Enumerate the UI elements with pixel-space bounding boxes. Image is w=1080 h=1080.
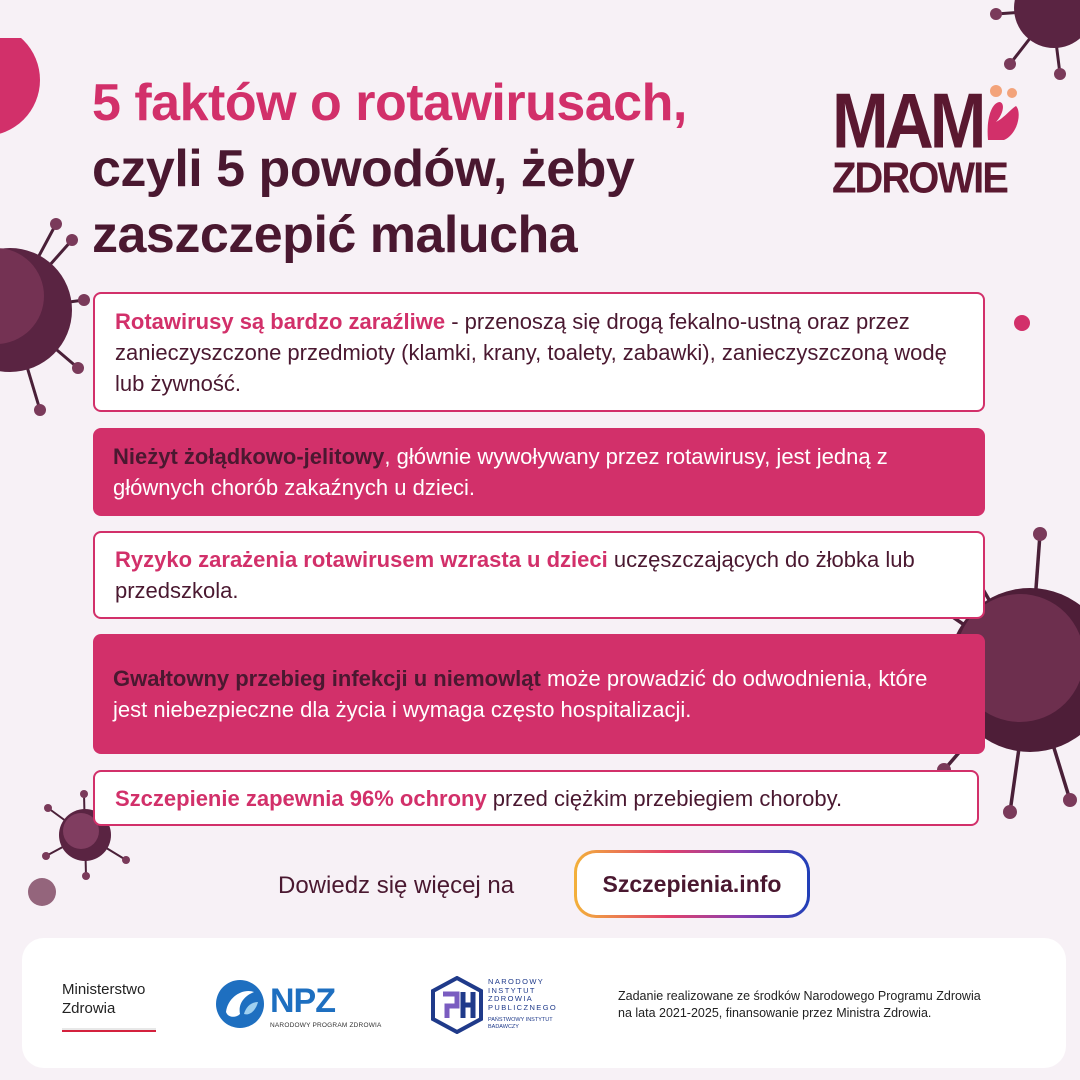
title-line-1: 5 faktów o rotawirusach,	[92, 74, 687, 132]
fact-text: , głównie wywoływany przez rotawirusy, jest jedną z głównych chorób zakaźnych u dzieci.	[113, 444, 888, 500]
ministry-line-2: Zdrowia	[62, 1000, 116, 1017]
npz-logo	[214, 978, 382, 1034]
nizp-hex-icon	[430, 976, 484, 1034]
logo-line-1: MAM	[832, 77, 983, 165]
fact-card-2	[93, 428, 985, 516]
pink-circle-decoration	[0, 38, 60, 148]
fact-card-4	[93, 634, 985, 754]
title-line-2: czyli 5 powodów, żeby	[92, 140, 635, 198]
nizp-line-1: NARODOWY	[488, 977, 545, 986]
nizp-sub-line-2: BADAWCZY	[488, 1023, 519, 1030]
funding-note	[618, 988, 1038, 1022]
pink-dot-decoration	[1012, 313, 1032, 333]
fact-card-3	[93, 531, 985, 619]
virus-icon	[0, 200, 90, 440]
funding-line-1: Zadanie realizowane ze środków Narodowego Programu Zdrowia	[618, 989, 981, 1003]
fact-highlight: Rotawirusy są bardzo zaraźliwe	[115, 308, 446, 334]
fact-card-1	[93, 292, 985, 412]
page-title	[92, 70, 792, 268]
fact-text: może prowadzić do odwodnienia, które jest niebezpieczne dla życia i wymaga często hospitalizacji.	[113, 666, 928, 722]
npz-word: NPZ	[270, 982, 335, 1020]
flag-bar-icon	[62, 1028, 156, 1032]
npz-subtitle: NARODOWY PROGRAM ZDROWIA	[270, 1022, 382, 1029]
cta-text: Dowiedz się więcej na	[278, 872, 515, 899]
nizp-line-3: ZDROWIA	[488, 994, 534, 1004]
mother-child-icon	[982, 82, 1022, 144]
ministry-line-1: Ministerstwo	[62, 981, 146, 998]
fact-highlight: Ryzyko zarażenia rotawirusem wzrasta u dzieci	[115, 547, 608, 572]
nizp-sub-line-1: PAŃSTWOWY INSTYTUT	[488, 1017, 553, 1023]
nizp-logo	[430, 976, 570, 1036]
ministry-of-health-logo	[62, 980, 145, 1018]
nizp-line-4: PUBLICZNEGO	[488, 1002, 558, 1012]
nizp-line-2: INSTYTUT	[488, 985, 536, 995]
nizp-name	[488, 978, 557, 1012]
fact-highlight: Szczepienie zapewnia 96% ochrony	[115, 785, 487, 811]
fact-text: przed ciężkim przebiegiem choroby.	[486, 785, 843, 811]
fact-card-5	[93, 770, 979, 826]
cta-button-label[interactable]: Szczepienia.info	[577, 853, 807, 915]
footer	[22, 938, 1066, 1068]
virus-icon	[990, 0, 1080, 80]
funding-line-2: na lata 2021-2025, finansowanie przez Ministra Zdrowia.	[618, 1006, 932, 1020]
fact-text: uczęszczających do żłobka lub przedszkola.	[115, 547, 915, 603]
logo-line-2: ZDROWIE	[832, 153, 1007, 203]
npz-drop-icon	[214, 978, 266, 1030]
fact-highlight: Gwałtowny przebieg infekcji u niemowląt	[113, 666, 541, 691]
szczepienia-info-button[interactable]	[574, 850, 810, 918]
fact-text: - przenoszą się drogą fekalno-ustną oraz przez zanieczyszczone przedmioty (klamki, krany, toalety, zabawki), zanieczyszczoną wodę lub żywność.	[115, 308, 947, 396]
title-line-3: zaszczepić malucha	[92, 206, 578, 264]
nizp-subtitle	[488, 1017, 553, 1030]
fact-highlight: Nieżyt żołądkowo-jelitowy	[113, 444, 385, 469]
mamy-zdrowie-logo	[832, 77, 1032, 203]
